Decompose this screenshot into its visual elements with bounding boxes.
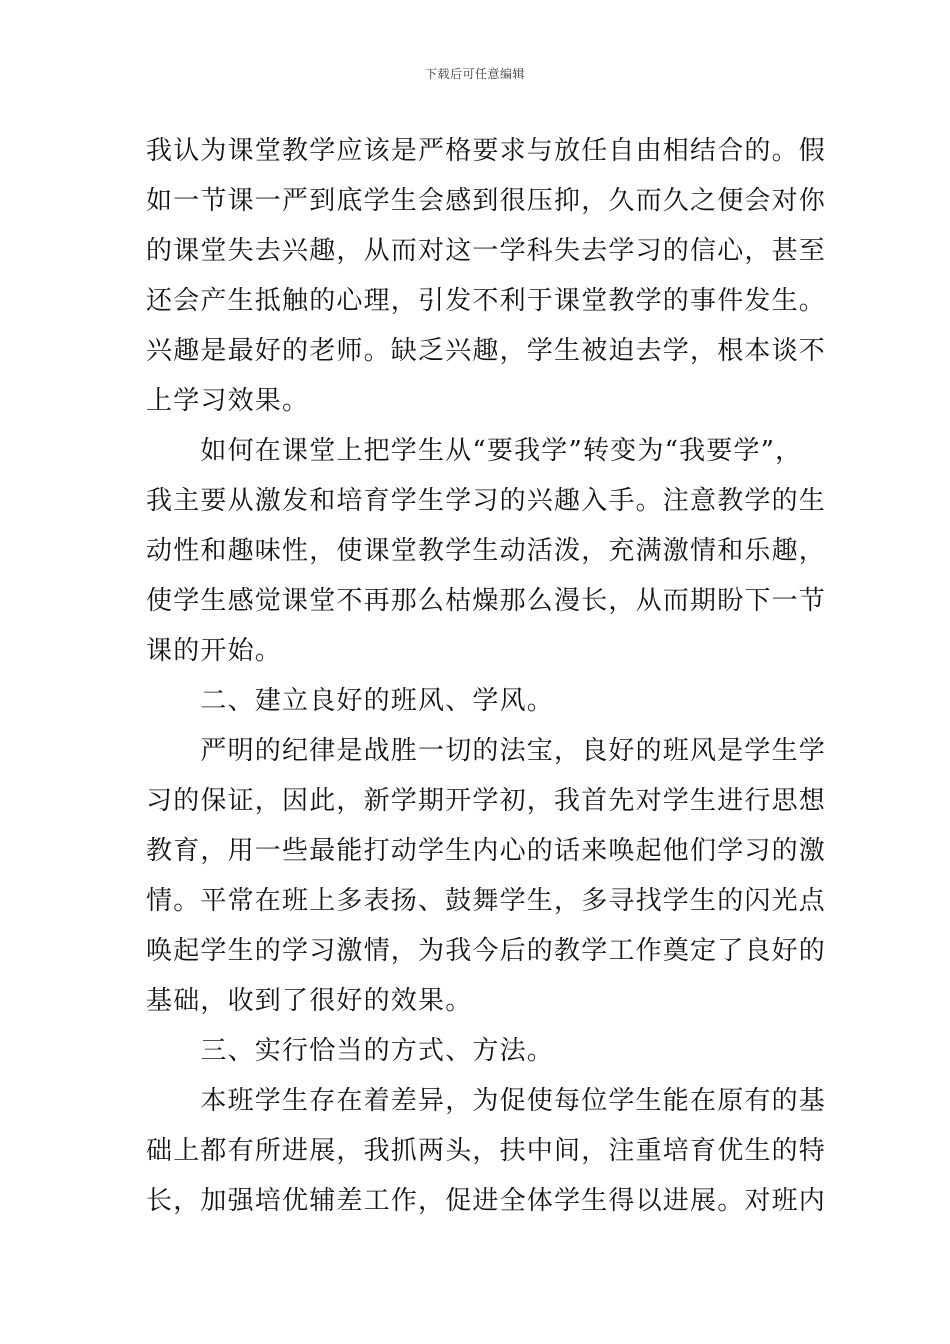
text-line: 础上都有所进展，我抓两头，扶中间，注重培育优生的特 <box>146 1136 827 1166</box>
text-line: 本班学生存在着差异，为促使每位学生能在原有的基 <box>146 1086 827 1116</box>
text-line: 使学生感觉课堂不再那么枯燥那么漫长，从而期盼下一节 <box>146 586 827 616</box>
text-line: 还会产生抵触的心理，引发不利于课堂教学的事件发生。 <box>146 286 827 316</box>
text-line: 我主要从激发和培育学生学习的兴趣入手。注意教学的生 <box>146 486 827 516</box>
text-line: 基础，收到了很好的效果。 <box>146 986 473 1016</box>
text-line: 兴趣是最好的老师。缺乏兴趣，学生被迫去学，根本谈不 <box>146 336 827 366</box>
text-line: 课的开始。 <box>146 636 283 666</box>
text-line: 上学习效果。 <box>146 386 310 416</box>
text-line: 严明的纪律是战胜一切的法宝，良好的班风是学生学 <box>146 736 827 766</box>
text-line: 习的保证，因此，新学期开学初，我首先对学生进行思想 <box>146 786 827 816</box>
text-line: 我认为课堂教学应该是严格要求与放任自由相结合的。假 <box>146 136 827 166</box>
text-line: 唤起学生的学习激情，为我今后的教学工作奠定了良好的 <box>146 936 827 966</box>
text-line: 教育，用一些最能打动学生内心的话来唤起他们学习的激 <box>146 836 827 866</box>
page-header: 下载后可任意编辑 <box>424 67 525 81</box>
text-line: 如一节课一严到底学生会感到很压抑，久而久之便会对你 <box>146 186 827 216</box>
text-line: 长，加强培优辅差工作，促进全体学生得以进展。对班内 <box>146 1186 827 1216</box>
text-line: 的课堂失去兴趣，从而对这一学科失去学习的信心，甚至 <box>146 236 827 266</box>
text-line: 如何在课堂上把学生从“要我学”转变为“我要学”， <box>146 436 803 466</box>
text-line: 情。平常在班上多表扬、鼓舞学生，多寻找学生的闪光点 <box>146 886 827 916</box>
section-heading: 二、建立良好的班风、学风。 <box>146 686 555 716</box>
section-heading: 三、实行恰当的方式、方法。 <box>146 1036 555 1066</box>
text-line: 动性和趣味性，使课堂教学生动活泼，充满激情和乐趣， <box>146 536 827 566</box>
